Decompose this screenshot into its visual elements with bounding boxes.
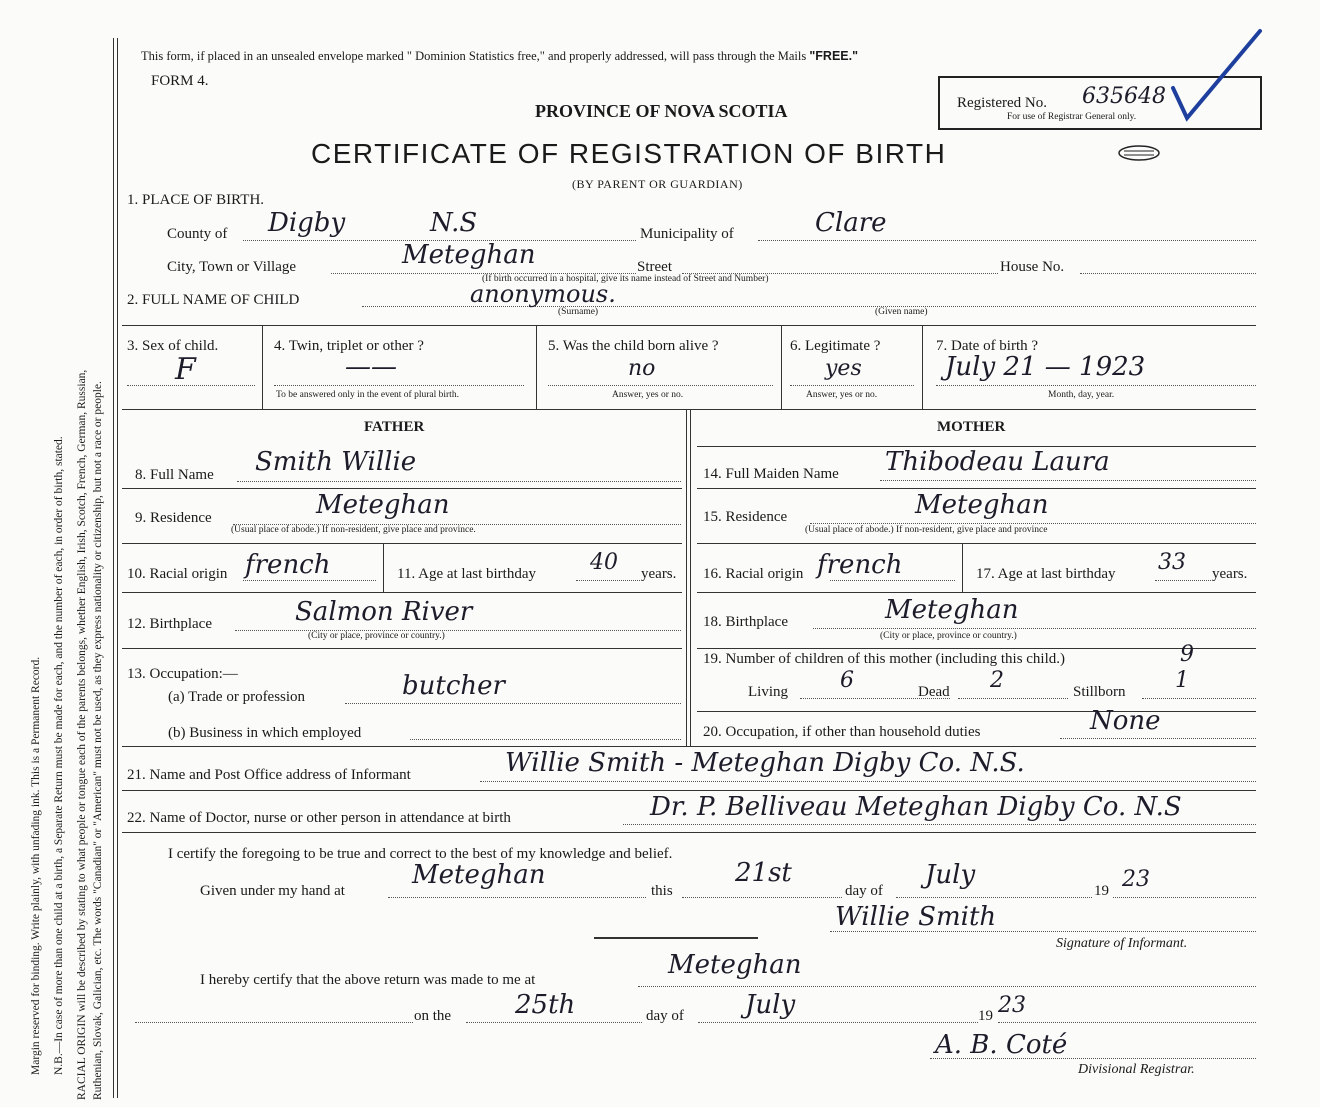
- place-of-birth-heading: 1. PLACE OF BIRTH.: [127, 192, 265, 208]
- given-under-label: Given under my hand at: [200, 883, 345, 899]
- binding-margin-line-2: [117, 38, 118, 1098]
- registrar-year-prefix: 19: [978, 1008, 993, 1024]
- dead-value: 2: [990, 668, 1004, 693]
- mother-residence-value: Meteghan: [915, 490, 1049, 520]
- check-mark-icon: [1165, 28, 1265, 123]
- informant-signature: Willie Smith: [835, 902, 997, 932]
- registrar-day-of-label: day of: [646, 1008, 684, 1024]
- parents-divider-2: [690, 409, 691, 746]
- stillborn-label: Stillborn: [1073, 684, 1126, 700]
- father-birthplace-label: 12. Birthplace: [127, 616, 212, 632]
- living-value: 6: [840, 668, 854, 693]
- doctor-label: 22. Name of Doctor, nurse or other person in attendance at birth: [127, 810, 511, 826]
- informant-certification: I certify the foregoing to be true and correct to the best of my knowledge and belief.: [168, 846, 673, 862]
- father-birthplace-note: (City or place, province or country.): [308, 631, 445, 641]
- separator-rule: [594, 937, 758, 939]
- binding-margin-line: [113, 38, 114, 1098]
- twin-note: To be answered only in the event of plural birth.: [276, 390, 459, 400]
- father-age-label: 11. Age at last birthday: [397, 566, 536, 582]
- certificate-title: CERTIFICATE OF REGISTRATION OF BIRTH: [311, 138, 947, 169]
- mail-notice: This form, if placed in an unsealed envelope marked " Dominion Statistics free," and properly addressed, will pass through the Mails "FREE.": [141, 49, 859, 63]
- parents-divider: [686, 409, 687, 746]
- margin-nb-note: N.B.—In case of more than one child at a birth, a Separate Return must be made for each, and the number of each, in order of birth, stated.: [53, 436, 65, 1075]
- father-age-value: 40: [590, 550, 618, 575]
- registrar-year-value: 23: [998, 993, 1026, 1018]
- legitimate-label: 6. Legitimate ?: [790, 338, 881, 354]
- given-name-note: (Given name): [875, 307, 928, 317]
- mother-residence-label: 15. Residence: [703, 509, 788, 525]
- occupation-label: 13. Occupation:—: [127, 666, 238, 682]
- margin-racial-note-1: RACIAL ORIGIN will be described by stating to what people or tongue each of the parents belongs, whether English, Irish, Scotch, French, German, Russian,: [76, 369, 88, 1100]
- sex-label: 3. Sex of child.: [127, 338, 219, 354]
- certificate-subtitle: (BY PARENT OR GUARDIAN): [572, 177, 743, 191]
- twin-value: ——: [345, 352, 397, 382]
- father-residence-note: (Usual place of abode.) If non-resident, give place and province.: [231, 525, 476, 535]
- child-name-label: 2. FULL NAME OF CHILD: [127, 292, 300, 308]
- date-of-birth-label: 7. Date of birth ?: [936, 338, 1039, 354]
- municipality-label: Municipality of: [640, 226, 734, 242]
- date-of-birth-value: July 21 — 1923: [945, 352, 1146, 382]
- mother-birthplace-note: (City or place, province or country.): [880, 631, 1017, 641]
- registrar-use-note: For use of Registrar General only.: [1007, 112, 1137, 122]
- mother-years-label: years.: [1212, 566, 1248, 582]
- mother-name-label: 14. Full Maiden Name: [703, 466, 839, 482]
- informant-signature-label: Signature of Informant.: [1056, 936, 1188, 951]
- twin-label: 4. Twin, triplet or other ?: [274, 338, 424, 354]
- living-label: Living: [748, 684, 788, 700]
- county-province-value: N.S: [430, 208, 478, 238]
- father-race-label: 10. Racial origin: [127, 566, 228, 582]
- father-name-value: Smith Willie: [255, 447, 417, 477]
- registered-label: Registered No.: [957, 95, 1047, 111]
- city-label: City, Town or Village: [167, 259, 297, 275]
- father-name-label: 8. Full Name: [135, 467, 214, 483]
- registrar-place-value: Meteghan: [668, 950, 802, 980]
- mother-name-value: Thibodeau Laura: [885, 447, 1110, 477]
- mother-occupation-label: 20. Occupation, if other than household duties: [703, 724, 981, 740]
- father-heading: FATHER: [364, 419, 425, 435]
- informant-value: Willie Smith - Meteghan Digby Co. N.S.: [505, 748, 1025, 778]
- form-number: FORM 4.: [151, 73, 209, 89]
- date-of-birth-note: Month, day, year.: [1048, 390, 1115, 400]
- city-value: Meteghan: [402, 240, 536, 270]
- mother-occupation-value: None: [1090, 706, 1161, 736]
- children-count-label: 19. Number of children of this mother (including this child.): [703, 651, 1066, 667]
- given-place-value: Meteghan: [412, 860, 546, 890]
- business-label: (b) Business in which employed: [168, 725, 362, 741]
- registrar-signature: A. B. Coté: [935, 1030, 1068, 1060]
- street-label: Street: [637, 259, 672, 275]
- province-heading: PROVINCE OF NOVA SCOTIA: [535, 101, 788, 121]
- mother-birthplace-label: 18. Birthplace: [703, 614, 788, 630]
- mother-birthplace-value: Meteghan: [885, 595, 1019, 625]
- dead-label: Dead: [918, 684, 950, 700]
- margin-binding-note: Margin reserved for binding. Write plainly, with unfading ink. This is a Permanent Record.: [30, 656, 42, 1075]
- registered-number: 635648: [1082, 84, 1166, 109]
- row3-bottom-rule: [122, 409, 1256, 410]
- on-the-label: on the: [414, 1008, 452, 1024]
- mother-race-value: french: [817, 550, 903, 580]
- mother-age-label: 17. Age at last birthday: [976, 566, 1116, 582]
- father-birthplace-value: Salmon River: [295, 597, 473, 627]
- surname-note: (Surname): [558, 307, 599, 317]
- sex-value: F: [175, 352, 196, 387]
- given-year-prefix: 19: [1094, 883, 1109, 899]
- children-count-value: 9: [1180, 642, 1194, 667]
- hospital-note: (If birth occurred in a hospital, give its name instead of Street and Number): [482, 274, 769, 284]
- given-month-value: July: [925, 860, 976, 890]
- legitimate-value: yes: [825, 356, 862, 381]
- county-value: Digby: [268, 208, 346, 238]
- given-day-of-label: day of: [845, 883, 883, 899]
- margin-racial-note-2: Ruthenian, Slovak, Galician, etc. The words "Canadian" or "American" must not be used, as they express nationality or citizenship, but not a race or people.: [92, 381, 104, 1100]
- father-years-label: years.: [641, 566, 677, 582]
- trade-label: (a) Trade or profession: [168, 689, 306, 705]
- born-alive-label: 5. Was the child born alive ?: [548, 338, 719, 354]
- father-residence-label: 9. Residence: [135, 510, 212, 526]
- given-year-value: 23: [1122, 867, 1150, 892]
- registrar-month-value: July: [745, 990, 796, 1020]
- county-label: County of: [167, 226, 228, 242]
- row3-top-rule: [122, 325, 1256, 326]
- mother-heading: MOTHER: [937, 419, 1006, 435]
- born-alive-note: Answer, yes or no.: [612, 390, 684, 400]
- informant-label: 21. Name and Post Office address of Informant: [127, 767, 411, 783]
- this-label: this: [651, 883, 673, 899]
- mother-race-label: 16. Racial origin: [703, 566, 804, 582]
- child-name-value: anonymous.: [470, 280, 616, 308]
- trade-value: butcher: [402, 671, 505, 701]
- house-number-label: House No.: [1000, 259, 1065, 275]
- legitimate-note: Answer, yes or no.: [806, 390, 878, 400]
- father-race-value: french: [245, 550, 331, 580]
- father-residence-value: Meteghan: [316, 490, 450, 520]
- given-day-value: 21st: [735, 858, 792, 888]
- registrar-certification: I hereby certify that the above return was made to me at: [200, 972, 536, 988]
- stillborn-value: 1: [1175, 668, 1189, 693]
- municipality-value: Clare: [815, 208, 887, 238]
- born-alive-value: no: [628, 356, 656, 381]
- registrar-day-value: 25th: [515, 990, 576, 1020]
- doctor-value: Dr. P. Belliveau Meteghan Digby Co. N.S: [650, 792, 1182, 822]
- mother-residence-note: (Usual place of abode.) If non-resident, give place and province: [805, 525, 1048, 535]
- mother-age-value: 33: [1158, 550, 1186, 575]
- registrar-signature-label: Divisional Registrar.: [1078, 1062, 1195, 1077]
- printer-union-label-icon: [1118, 145, 1160, 161]
